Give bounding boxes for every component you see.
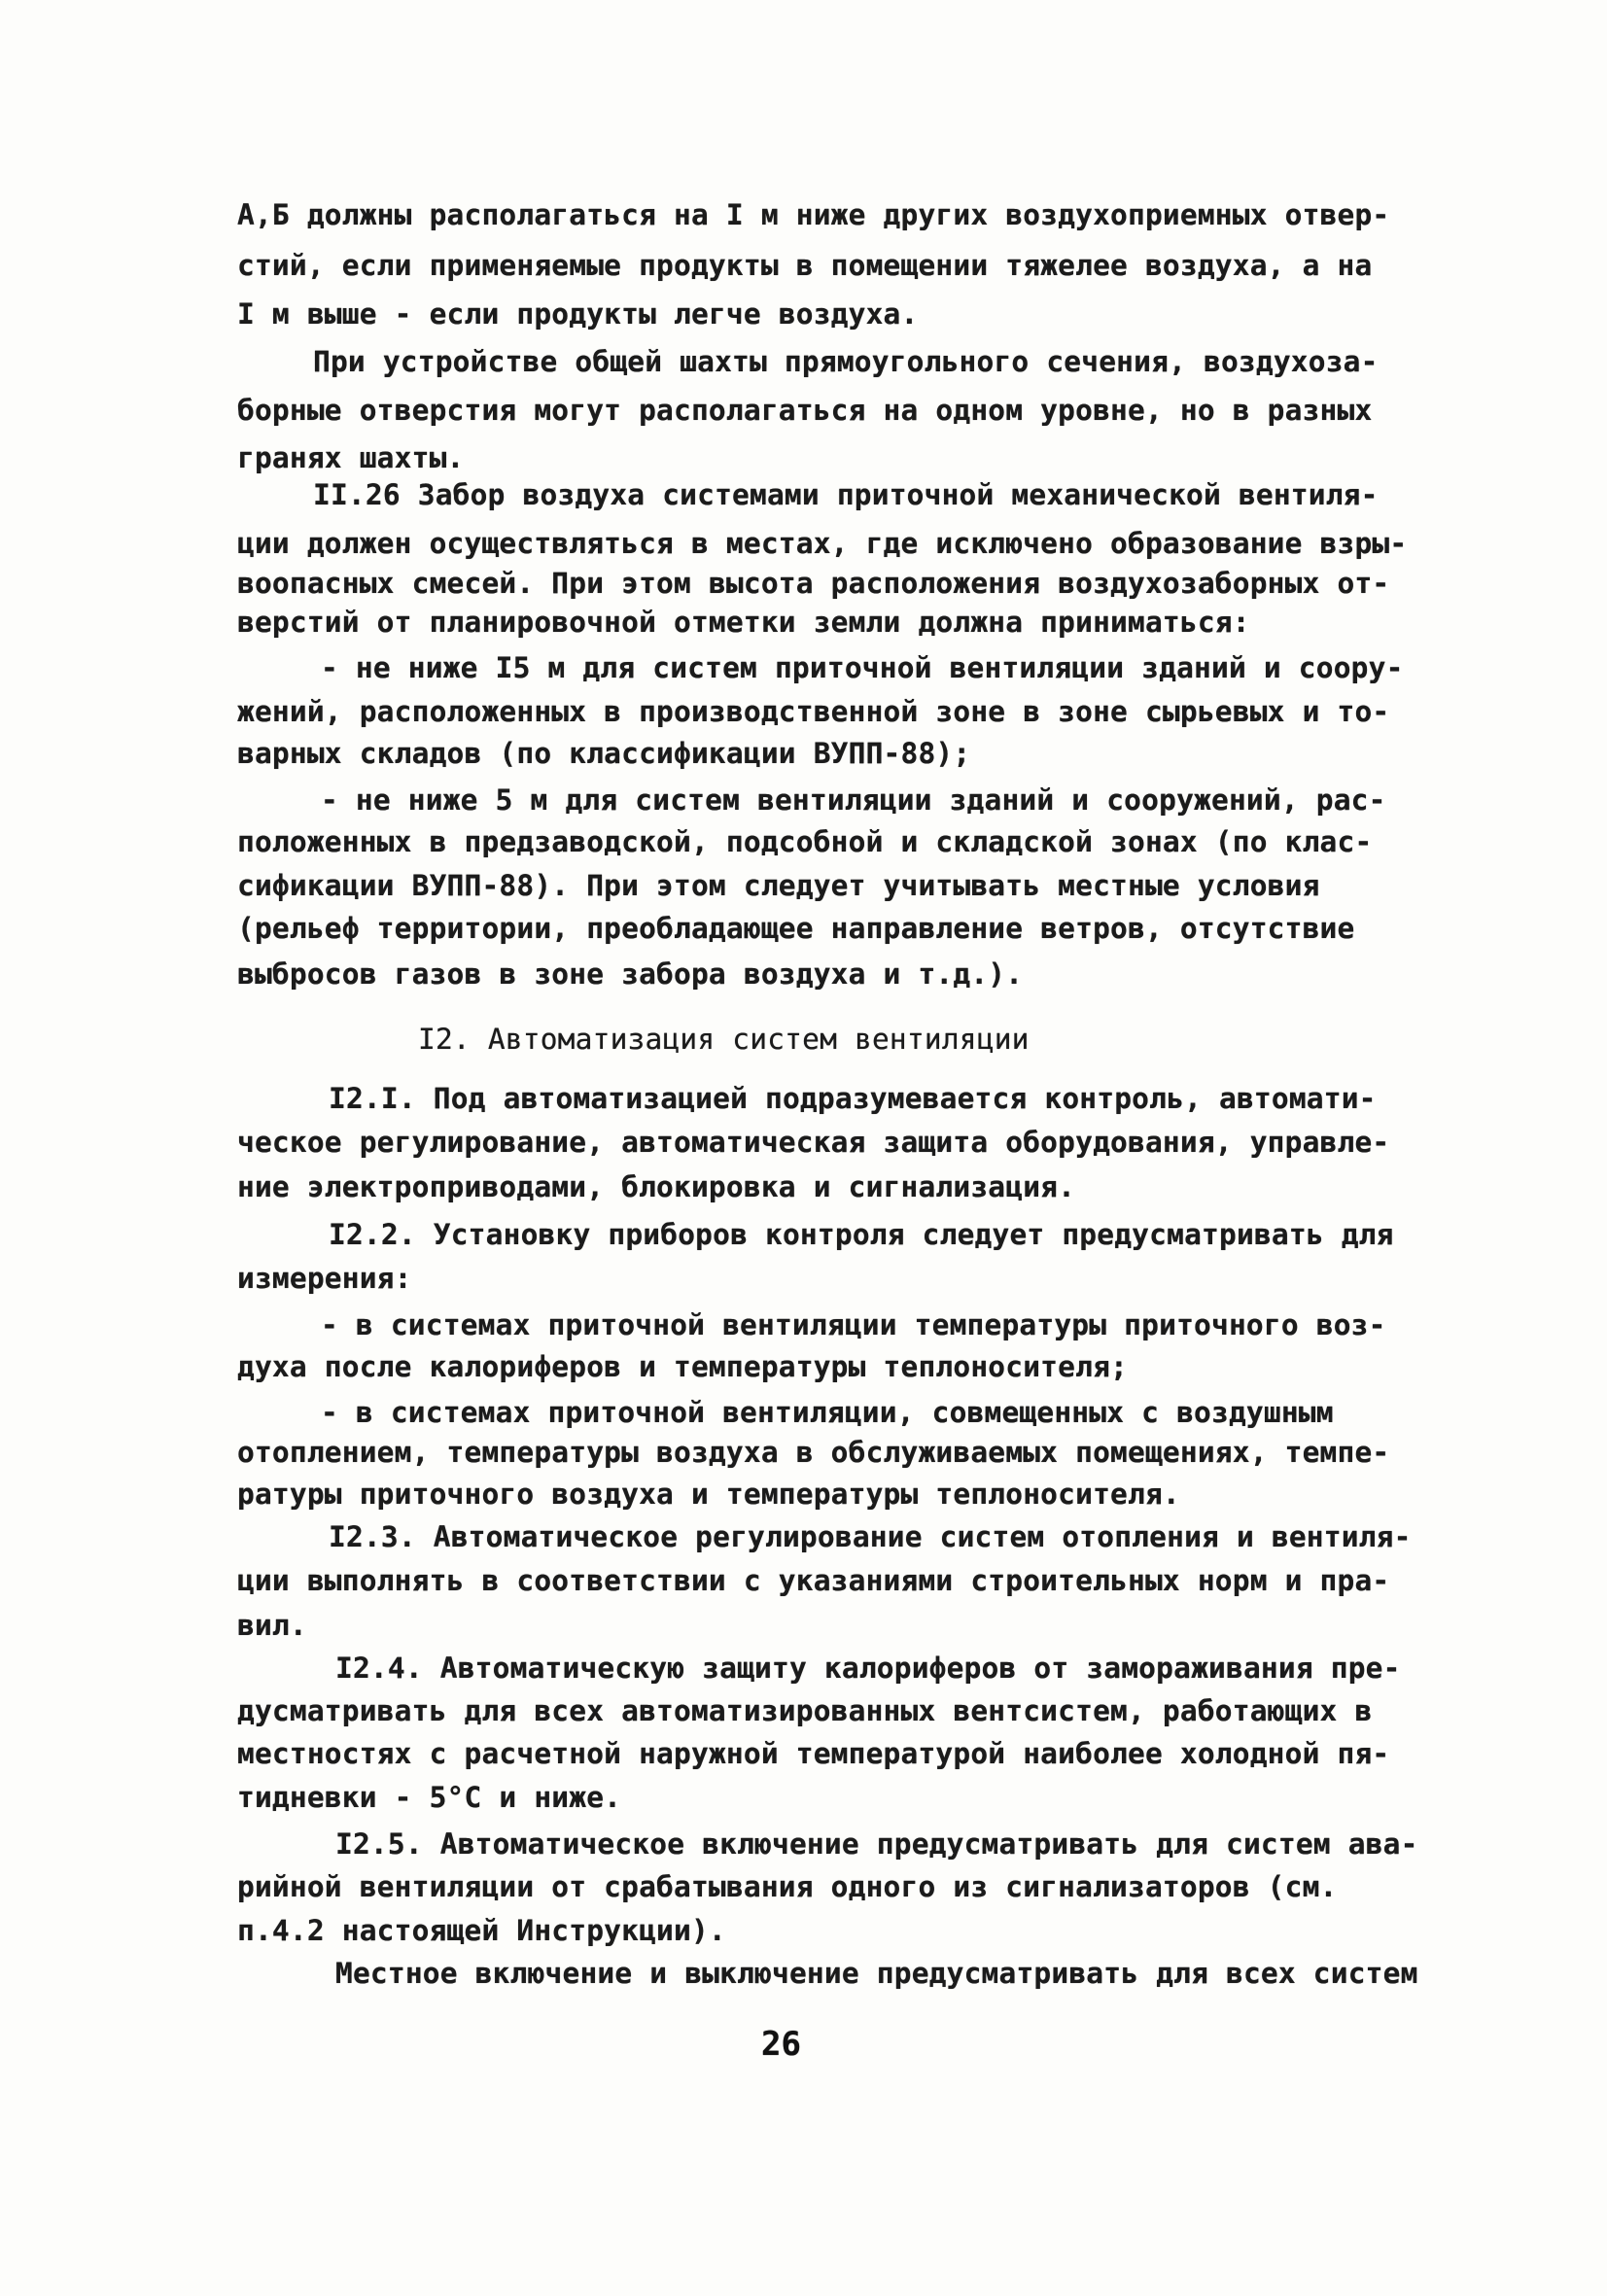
section-heading: I2. Автоматизация систем вентиляции bbox=[418, 1023, 1030, 1056]
text-line: варных складов (по классификации ВУПП-88); bbox=[237, 737, 971, 770]
text-line: ратуры приточного воздуха и температуры теплоносителя. bbox=[237, 1478, 1180, 1511]
text-line: ции должен осуществляться в местах, где исключено образование взры- bbox=[237, 527, 1408, 560]
text-line: I2.2. Установку приборов контроля следует предусматривать для bbox=[329, 1218, 1394, 1251]
text-line: (рельеф территории, преобладающее направление ветров, отсутствие bbox=[237, 912, 1355, 945]
text-line: I2.5. Автоматическое включение предусматривать для систем ава- bbox=[335, 1827, 1418, 1861]
text-line: гранях шахты. bbox=[237, 441, 465, 474]
text-line: жений, расположенных в производственной зоне в зоне сырьевых и то- bbox=[237, 695, 1390, 728]
text-line: I м выше - если продукты легче воздуха. bbox=[237, 297, 919, 330]
text-line: сификации ВУПП-88). При этом следует учитывать местные условия bbox=[237, 869, 1320, 902]
text-line: верстий от планировочной отметки земли должна приниматься: bbox=[237, 606, 1250, 639]
text-line: - в системах приточной вентиляции температуры приточного воз- bbox=[321, 1308, 1386, 1341]
text-line: - не ниже I5 м для систем приточной вентиляции зданий и соору- bbox=[321, 651, 1404, 684]
text-line: рийной вентиляции от срабатывания одного из сигнализаторов (см. bbox=[237, 1870, 1338, 1903]
text-line: А,Б должны располагаться на I м ниже других воздухоприемных отвер- bbox=[237, 198, 1390, 231]
text-line: местностях с расчетной наружной температурой наиболее холодной пя- bbox=[237, 1737, 1390, 1770]
text-line: борные отверстия могут располагаться на одном уровне, но в разных bbox=[237, 394, 1373, 427]
text-line: I2.4. Автоматическую защиту калориферов от замораживания пре- bbox=[335, 1652, 1401, 1685]
text-line: стий, если применяемые продукты в помещении тяжелее воздуха, а на bbox=[237, 249, 1373, 282]
text-line: - в системах приточной вентиляции, совмещенных с воздушным bbox=[321, 1396, 1334, 1429]
text-line: отоплением, температуры воздуха в обслуживаемых помещениях, темпе- bbox=[237, 1436, 1390, 1469]
text-line: выбросов газов в зоне забора воздуха и т.д.). bbox=[237, 957, 1024, 991]
text-line: ческое регулирование, автоматическая защита оборудования, управле- bbox=[237, 1126, 1390, 1159]
text-line: Местное включение и выключение предусматривать для всех систем bbox=[335, 1957, 1418, 1990]
text-line: I2.I. Под автоматизацией подразумевается контроль, автомати- bbox=[329, 1082, 1377, 1115]
text-line: ции выполнять в соответствии с указаниями строительных норм и пра- bbox=[237, 1564, 1390, 1597]
text-line: ние электроприводами, блокировка и сигнализация. bbox=[237, 1170, 1076, 1203]
page-number: 26 bbox=[761, 2025, 801, 2064]
text-line: п.4.2 настоящей Инструкции). bbox=[237, 1914, 726, 1947]
text-line: вил. bbox=[237, 1609, 307, 1642]
text-line: II.26 Забор воздуха системами приточной механической вентиля- bbox=[313, 478, 1379, 511]
text-line: I2.3. Автоматическое регулирование систем отопления и вентиля- bbox=[329, 1520, 1412, 1553]
text-line: - не ниже 5 м для систем вентиляции зданий и сооружений, рас- bbox=[321, 783, 1386, 817]
text-line: духа после калориферов и температуры теплоносителя; bbox=[237, 1350, 1128, 1383]
text-line: тидневки - 5°С и ниже. bbox=[237, 1781, 622, 1814]
text-line: При устройстве общей шахты прямоугольного сечения, воздухоза- bbox=[313, 345, 1379, 378]
text-line: дусматривать для всех автоматизированных вентсистем, работающих в bbox=[237, 1694, 1373, 1727]
text-line: положенных в предзаводской, подсобной и складской зонах (по клас- bbox=[237, 825, 1373, 858]
text-line: воопасных смесей. При этом высота расположения воздухозаборных от- bbox=[237, 567, 1390, 600]
text-line: измерения: bbox=[237, 1262, 412, 1295]
